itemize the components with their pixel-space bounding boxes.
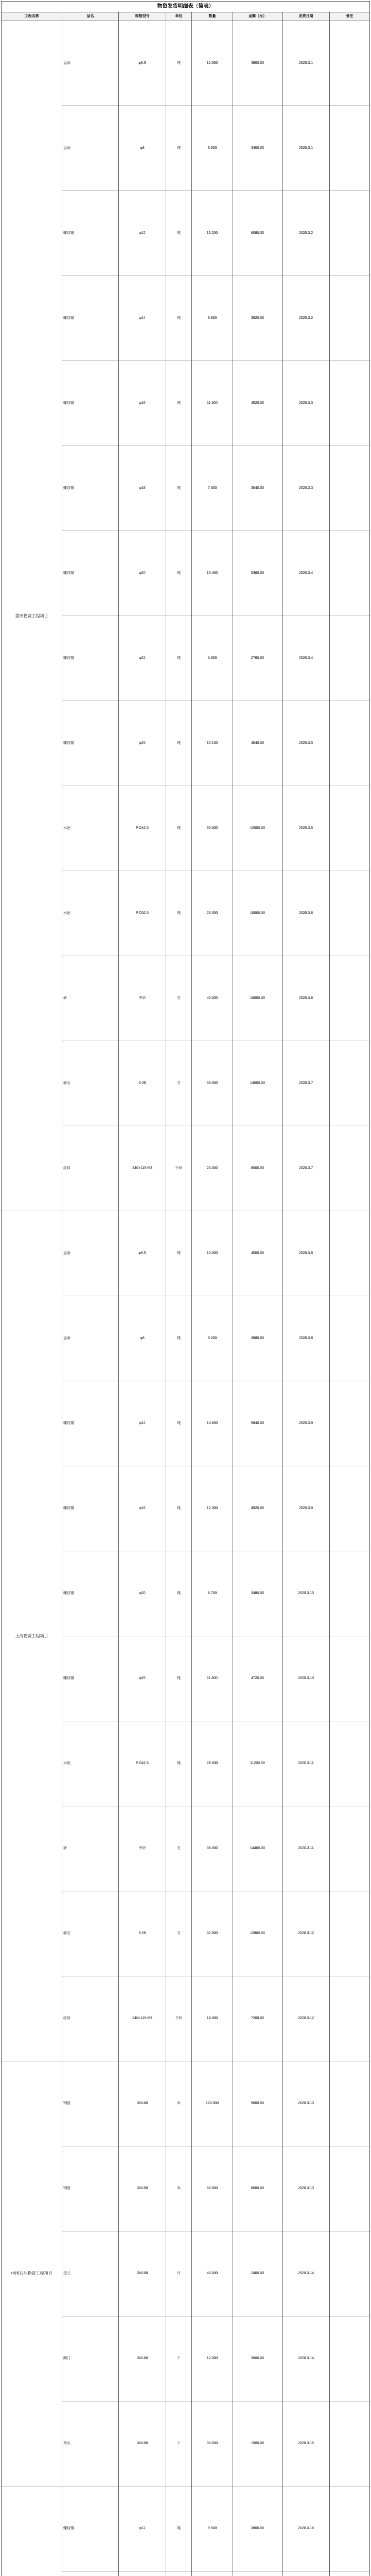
- table-cell: 14000.00: [233, 1041, 282, 1126]
- table-cell: 4000.00: [233, 1211, 282, 1296]
- table-cell: [330, 21, 370, 106]
- table-cell: 千块: [166, 1976, 192, 2061]
- table-cell: φ25: [119, 701, 166, 786]
- table-cell: 2020.3.16: [282, 2486, 330, 2571]
- table-cell: P.O42.5: [119, 1721, 166, 1806]
- table-row: [2, 1211, 370, 1296]
- table-cell: 螺纹钢: [62, 1551, 119, 1636]
- table-cell: 2020.3.3: [282, 361, 330, 446]
- table-cell: [330, 1041, 370, 1126]
- table-cell: 吨: [166, 701, 192, 786]
- table-cell: [233, 2571, 282, 2576]
- table-cell: [119, 2571, 166, 2576]
- table-cell: 30.000: [192, 786, 233, 871]
- table-cell: [330, 956, 370, 1041]
- table-cell: 2020.3.8: [282, 1296, 330, 1381]
- table-cell: [330, 616, 370, 701]
- table-cell: 方: [166, 1806, 192, 1891]
- table-cell: 20.000: [192, 1126, 233, 1211]
- table-cell: 2020.3.14: [282, 2316, 330, 2401]
- table-cell: 2020.3.10: [282, 1636, 330, 1721]
- table-cell: 6080.00: [233, 191, 282, 276]
- table-cell: φ12: [119, 191, 166, 276]
- header-row: [2, 12, 370, 21]
- table-cell: 2020.3.11: [282, 1721, 330, 1806]
- table-row: [2, 2061, 370, 2146]
- table-cell: 35.000: [192, 1041, 233, 1126]
- table-cell: φ8: [119, 1296, 166, 1381]
- table-cell: DN100: [119, 2061, 166, 2146]
- table-cell: 吨: [166, 871, 192, 956]
- table-cell: 2020.3.12: [282, 1891, 330, 1976]
- table-cell: [330, 361, 370, 446]
- table-cell: 3480.00: [233, 1551, 282, 1636]
- table-cell: 3680.00: [233, 1296, 282, 1381]
- table-cell: 5-25: [119, 1891, 166, 1976]
- table-cell: 10000.00: [233, 871, 282, 956]
- table-cell: 螺纹钢: [62, 531, 119, 616]
- table-cell: [330, 1551, 370, 1636]
- table-cell: 120.000: [192, 2061, 233, 2146]
- header-cell: 品名: [62, 12, 119, 21]
- table-cell: 吨: [166, 1636, 192, 1721]
- table-cell: [330, 2061, 370, 2146]
- table-cell: φ14: [119, 276, 166, 361]
- table-cell: 吨: [166, 786, 192, 871]
- table-cell: 9.500: [192, 2486, 233, 2571]
- table-cell: 吨: [166, 2486, 192, 2571]
- table-cell: 吨: [166, 21, 192, 106]
- table-cell: 螺纹钢: [62, 1636, 119, 1721]
- table-cell: 12.000: [192, 21, 233, 106]
- table-cell: 螺纹钢: [62, 1466, 119, 1551]
- table-cell: 碎石: [62, 1041, 119, 1126]
- table-cell: [330, 106, 370, 191]
- table-cell: 2020.3.13: [282, 2061, 330, 2146]
- table-cell: 水泥: [62, 786, 119, 871]
- table-cell: 1500.00: [233, 2401, 282, 2486]
- table-cell: 40.000: [192, 2231, 233, 2316]
- table-cell: 钢管: [62, 2146, 119, 2231]
- table-cell: [192, 2571, 233, 2576]
- table-cell: DN100: [119, 2401, 166, 2486]
- table-cell: 12000.00: [233, 786, 282, 871]
- table-cell: 4800.00: [233, 21, 282, 106]
- project-name-cell: 上海物资工程项目: [2, 1211, 62, 2061]
- table-cell: [330, 1296, 370, 1381]
- table-cell: 方: [166, 1891, 192, 1976]
- table-cell: 法兰: [62, 2231, 119, 2316]
- table-cell: [330, 786, 370, 871]
- table-cell: 吨: [166, 616, 192, 701]
- table-cell: 螺纹钢: [62, 1381, 119, 1466]
- spreadsheet: [1, 1, 369, 2576]
- table-cell: 2020.3.9: [282, 1466, 330, 1551]
- table-cell: 40.000: [192, 956, 233, 1041]
- table-cell: 2020.3.15: [282, 2401, 330, 2486]
- table-row: [2, 2486, 370, 2571]
- header-cell: 规格型号: [119, 12, 166, 21]
- table-cell: [282, 2571, 330, 2576]
- table-cell: [330, 2401, 370, 2486]
- table-cell: 钢管: [62, 2061, 119, 2146]
- table-cell: 3600.00: [233, 2316, 282, 2401]
- header-cell: 工程名称: [2, 12, 62, 21]
- table-cell: 3040.00: [233, 446, 282, 531]
- table-cell: 14.600: [192, 1381, 233, 1466]
- table-cell: 4920.00: [233, 1466, 282, 1551]
- table-cell: 2020.3.5: [282, 786, 330, 871]
- table-cell: [330, 1891, 370, 1976]
- table-cell: 吨: [166, 361, 192, 446]
- table-cell: 11.300: [192, 361, 233, 446]
- table-cell: 盘条: [62, 21, 119, 106]
- table-cell: 2020.3.14: [282, 2231, 330, 2316]
- table-cell: 中砂: [119, 1806, 166, 1891]
- table-cell: 螺纹钢: [62, 616, 119, 701]
- table-cell: 3920.00: [233, 276, 282, 361]
- table-cell: 14400.00: [233, 1806, 282, 1891]
- table-cell: 螺纹钢: [62, 191, 119, 276]
- table-cell: 2020.3.9: [282, 1381, 330, 1466]
- project-name-cell: 中国石油物资工程项目: [2, 2061, 62, 2486]
- table-cell: 5840.00: [233, 1381, 282, 1466]
- table-cell: φ20: [119, 1551, 166, 1636]
- table-cell: 千块: [166, 1126, 192, 1211]
- table-cell: 3400.00: [233, 106, 282, 191]
- table-cell: [330, 1211, 370, 1296]
- table-cell: [330, 1381, 370, 1466]
- table-cell: 8000.00: [233, 2146, 282, 2231]
- table-cell: P.O32.5: [119, 871, 166, 956]
- table-cell: 吨: [166, 1211, 192, 1296]
- table-cell: 11.800: [192, 1636, 233, 1721]
- table-cell: 吨: [166, 191, 192, 276]
- table-cell: 吨: [166, 531, 192, 616]
- table-cell: 螺纹钢: [62, 361, 119, 446]
- table-cell: φ12: [119, 1381, 166, 1466]
- table-cell: φ8: [119, 106, 166, 191]
- table-cell: 8.500: [192, 106, 233, 191]
- table-cell: 吨: [166, 1296, 192, 1381]
- table-cell: 2020.3.7: [282, 1126, 330, 1211]
- table-cell: 2020.3.4: [282, 616, 330, 701]
- table-cell: 2020.3.2: [282, 276, 330, 361]
- table-cell: 4040.00: [233, 701, 282, 786]
- header-cell: 备注: [330, 12, 370, 21]
- table-cell: [330, 701, 370, 786]
- table-cell: 螺纹钢: [62, 276, 119, 361]
- table-cell: 4520.00: [233, 361, 282, 446]
- table-cell: [330, 446, 370, 531]
- table-cell: [330, 1466, 370, 1551]
- table-cell: 砂: [62, 1806, 119, 1891]
- table-cell: 米: [166, 2061, 192, 2146]
- table-cell: 2020.3.6: [282, 871, 330, 956]
- table-cell: [330, 1976, 370, 2061]
- table-cell: 11200.00: [233, 1721, 282, 1806]
- table-cell: 方: [166, 956, 192, 1041]
- table-cell: 吨: [166, 446, 192, 531]
- table-body: [2, 2, 370, 2576]
- table-cell: [330, 871, 370, 956]
- table-cell: 12800.00: [233, 1891, 282, 1976]
- table-cell: 28.000: [192, 1721, 233, 1806]
- sheet-title: 物资发货明细表（简表）: [2, 2, 370, 12]
- table-cell: DN150: [119, 2146, 166, 2231]
- table-cell: [330, 1126, 370, 1211]
- table-cell: 240×115×53: [119, 1126, 166, 1211]
- table-cell: [330, 2146, 370, 2231]
- table-cell: 240×115×53: [119, 1976, 166, 2061]
- table-cell: P.O42.5: [119, 786, 166, 871]
- table-cell: 碎石: [62, 1891, 119, 1976]
- table-cell: φ25: [119, 1636, 166, 1721]
- table-cell: φ18: [119, 446, 166, 531]
- table-cell: 盘条: [62, 106, 119, 191]
- table-cell: 水泥: [62, 871, 119, 956]
- table-cell: 2020.3.6: [282, 956, 330, 1041]
- table-cell: 中砂: [119, 956, 166, 1041]
- table-cell: 13.400: [192, 531, 233, 616]
- table-cell: φ12: [119, 2486, 166, 2571]
- table-cell: [330, 2231, 370, 2316]
- table-cell: 2400.00: [233, 2231, 282, 2316]
- table-cell: 12.300: [192, 1466, 233, 1551]
- table-cell: 个: [166, 2316, 192, 2401]
- header-cell: 数量: [192, 12, 233, 21]
- table-cell: 16000.00: [233, 956, 282, 1041]
- table-cell: [166, 2571, 192, 2576]
- table-cell: 2760.00: [233, 616, 282, 701]
- table-cell: [330, 2571, 370, 2576]
- table-cell: 2020.3.10: [282, 1551, 330, 1636]
- table-cell: 螺纹钢: [62, 446, 119, 531]
- table-cell: 吨: [166, 1466, 192, 1551]
- table-cell: 7200.00: [233, 1976, 282, 2061]
- table-cell: φ6.5: [119, 1211, 166, 1296]
- table-cell: 2020.3.11: [282, 1806, 330, 1891]
- table-cell: 水泥: [62, 1721, 119, 1806]
- table-cell: 9.200: [192, 1296, 233, 1381]
- table-cell: [330, 1636, 370, 1721]
- table-cell: [330, 1806, 370, 1891]
- table-cell: φ16: [119, 1466, 166, 1551]
- table-cell: 2020.3.1: [282, 106, 330, 191]
- table-cell: 阀门: [62, 2316, 119, 2401]
- table-cell: 2020.3.5: [282, 701, 330, 786]
- table-cell: 2020.3.4: [282, 531, 330, 616]
- table-cell: φ20: [119, 531, 166, 616]
- table-row: [2, 21, 370, 106]
- goods-table: [1, 1, 370, 2576]
- table-cell: 3800.00: [233, 2486, 282, 2571]
- table-cell: [330, 2316, 370, 2401]
- table-cell: 砂: [62, 956, 119, 1041]
- table-cell: [330, 531, 370, 616]
- table-cell: 吨: [166, 276, 192, 361]
- table-cell: 6.900: [192, 616, 233, 701]
- table-cell: 8.700: [192, 1551, 233, 1636]
- table-cell: 12.000: [192, 2316, 233, 2401]
- table-cell: DN100: [119, 2316, 166, 2401]
- table-cell: φ6.5: [119, 21, 166, 106]
- title-row: [2, 2, 370, 12]
- table-cell: [330, 1721, 370, 1806]
- table-cell: 吨: [166, 1381, 192, 1466]
- table-cell: 2020.3.1: [282, 21, 330, 106]
- table-cell: 36.000: [192, 1806, 233, 1891]
- table-cell: [330, 276, 370, 361]
- table-cell: 25.000: [192, 871, 233, 956]
- table-cell: 10.100: [192, 701, 233, 786]
- table-cell: 红砖: [62, 1126, 119, 1211]
- table-cell: 10.000: [192, 1211, 233, 1296]
- table-cell: 个: [166, 2401, 192, 2486]
- table-cell: 9.800: [192, 276, 233, 361]
- table-cell: [330, 2486, 370, 2571]
- table-cell: 30.000: [192, 2401, 233, 2486]
- table-cell: [330, 191, 370, 276]
- table-cell: 弯头: [62, 2401, 119, 2486]
- table-cell: 2020.3.2: [282, 191, 330, 276]
- table-cell: φ16: [119, 361, 166, 446]
- table-cell: 盘条: [62, 1296, 119, 1381]
- table-cell: 8000.00: [233, 1126, 282, 1211]
- header-cell: 金额（元）: [233, 12, 282, 21]
- table-cell: 2020.3.7: [282, 1041, 330, 1126]
- project-name-cell: [2, 2486, 62, 2576]
- table-cell: 2020.3.3: [282, 446, 330, 531]
- table-cell: 片: [166, 2231, 192, 2316]
- table-cell: 方: [166, 1041, 192, 1126]
- table-cell: 5-25: [119, 1041, 166, 1126]
- table-cell: 2020.3.13: [282, 2146, 330, 2231]
- table-cell: 5360.00: [233, 531, 282, 616]
- table-cell: 米: [166, 2146, 192, 2231]
- table-cell: 15.200: [192, 191, 233, 276]
- table-cell: 32.000: [192, 1891, 233, 1976]
- table-cell: 2020.3.8: [282, 1211, 330, 1296]
- table-cell: 80.000: [192, 2146, 233, 2231]
- table-cell: 4720.00: [233, 1636, 282, 1721]
- project-name-cell: 重庆物资工程项目: [2, 21, 62, 1211]
- table-cell: 2020.3.12: [282, 1976, 330, 2061]
- table-cell: 9600.00: [233, 2061, 282, 2146]
- table-cell: 18.000: [192, 1976, 233, 2061]
- table-cell: 螺纹钢: [62, 701, 119, 786]
- table-cell: DN100: [119, 2231, 166, 2316]
- table-cell: 红砖: [62, 1976, 119, 2061]
- table-cell: 吨: [166, 106, 192, 191]
- header-cell: 发货日期: [282, 12, 330, 21]
- table-cell: 吨: [166, 1551, 192, 1636]
- table-cell: [62, 2571, 119, 2576]
- table-cell: 7.600: [192, 446, 233, 531]
- table-cell: φ22: [119, 616, 166, 701]
- table-cell: 吨: [166, 1721, 192, 1806]
- header-cell: 单位: [166, 12, 192, 21]
- table-cell: 螺纹钢: [62, 2486, 119, 2571]
- table-cell: 盘条: [62, 1211, 119, 1296]
